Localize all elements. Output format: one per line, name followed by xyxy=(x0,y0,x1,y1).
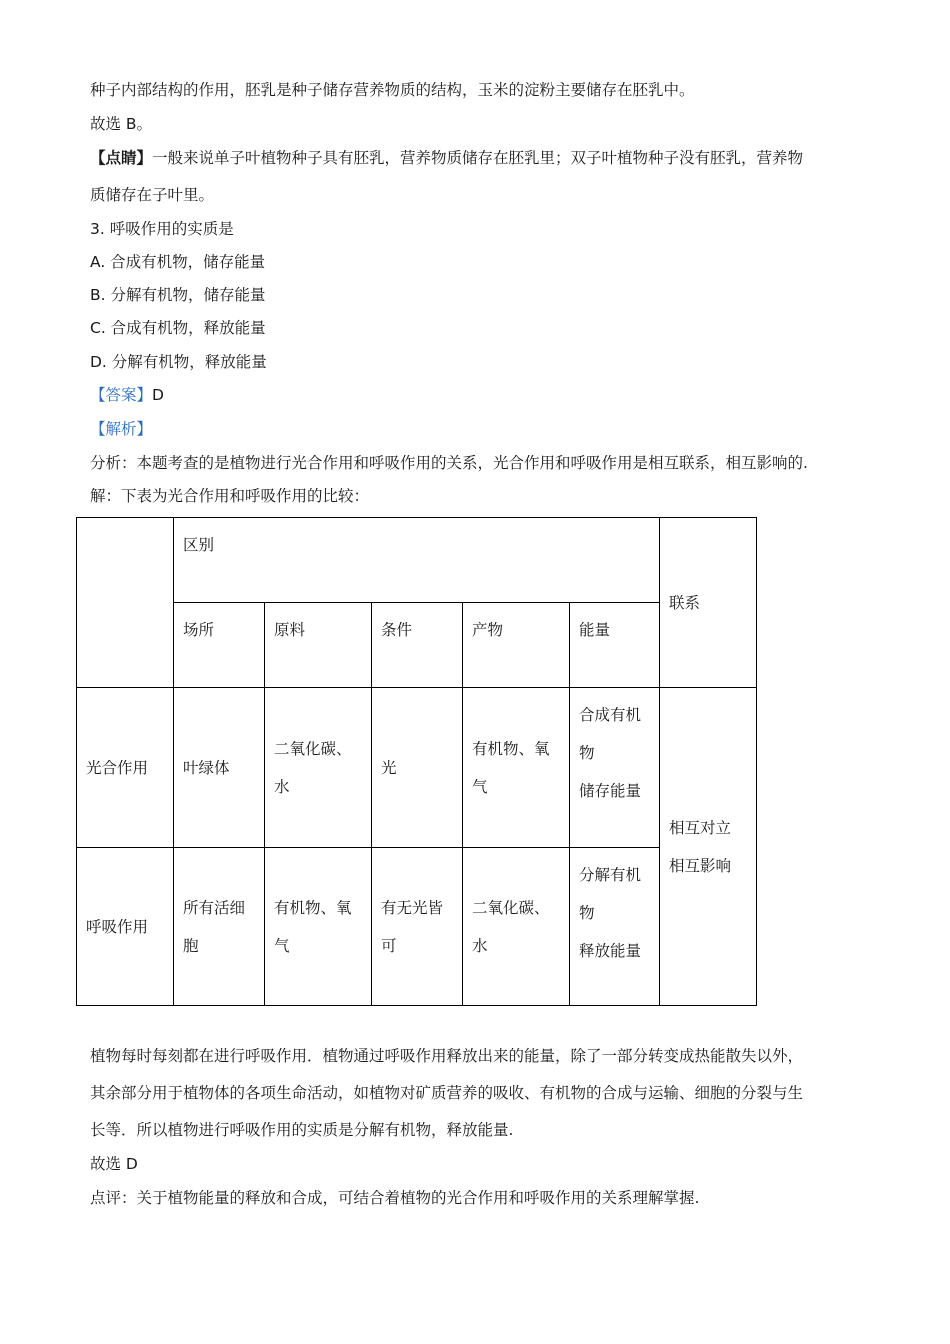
energy-cell xyxy=(570,848,660,1006)
column-header: 原料 xyxy=(265,603,372,688)
energy-text: 物 xyxy=(579,744,595,762)
condition-cell: 光 xyxy=(372,688,463,848)
product-cell xyxy=(463,688,570,848)
tip-paragraph xyxy=(90,148,803,168)
energy-text: 物 xyxy=(579,904,595,922)
column-header: 条件 xyxy=(372,603,463,688)
relation-text: 相互影响 xyxy=(669,856,732,875)
tip-tag: 【点睛】 xyxy=(90,149,153,167)
condition-text: 有无光皆 xyxy=(381,898,444,917)
question-stem: 3. 呼吸作用的实质是 xyxy=(90,220,234,238)
group-header: 区别 xyxy=(183,536,215,554)
energy-cell xyxy=(570,688,660,848)
relation-cell xyxy=(660,688,757,1006)
column-header: 能量 xyxy=(570,603,660,688)
previous-answer: 故选 B。 xyxy=(90,115,153,133)
condition-cell xyxy=(372,848,463,1006)
relation-header-cell xyxy=(660,518,757,688)
energy-text: 分解有机 xyxy=(579,866,642,884)
column-header: 场所 xyxy=(174,603,265,688)
analysis-line-1: 分析：本题考查的是植物进行光合作用和呼吸作用的关系，光合作用和呼吸作用是相互联系，相互影响的. xyxy=(90,454,808,472)
place-cell: 叶绿体 xyxy=(174,688,265,848)
answer-value: D xyxy=(152,386,164,404)
intro-line: 种子内部结构的作用，胚乳是种子储存营养物质的结构，玉米的淀粉主要储存在胚乳中。 xyxy=(90,81,695,99)
option-a: A. 合成有机物，储存能量 xyxy=(90,253,266,271)
option-c: C. 合成有机物，释放能量 xyxy=(90,319,266,337)
explanation-line-2: 其余部分用于植物体的各项生命活动，如植物对矿质营养的吸收、有机物的合成与运输、细胞的分裂与生 xyxy=(90,1084,804,1102)
product-text: 二氧化碳、 xyxy=(472,898,550,917)
energy-text: 储存能量 xyxy=(579,782,642,800)
material-cell xyxy=(265,848,372,1006)
material-cell xyxy=(265,688,372,848)
place-cell xyxy=(174,848,265,1006)
answer-tag: 【答案】 xyxy=(90,386,153,404)
table-row xyxy=(77,688,757,848)
product-cell xyxy=(463,848,570,1006)
product-text: 水 xyxy=(472,936,488,955)
table-row xyxy=(77,848,757,1006)
analysis-tag: 【解析】 xyxy=(90,420,153,438)
tip-text-1: 一般来说单子叶植物种子具有胚乳，营养物质储存在胚乳里；双子叶植物种子没有胚乳，营养物 xyxy=(152,149,804,167)
product-text: 气 xyxy=(472,777,488,796)
column-header: 产物 xyxy=(463,603,570,688)
row-name: 呼吸作用 xyxy=(77,848,174,1006)
place-text: 所有活细 xyxy=(183,898,246,917)
answer-line xyxy=(90,385,164,405)
place-text: 胞 xyxy=(183,936,199,955)
option-b: B. 分解有机物，储存能量 xyxy=(90,286,266,304)
energy-text: 释放能量 xyxy=(579,942,642,960)
energy-text: 合成有机 xyxy=(579,706,642,724)
material-text: 有机物、氧 xyxy=(274,898,352,917)
explanation-line-1: 植物每时每刻都在进行呼吸作用．植物通过呼吸作用释放出来的能量，除了一部分转变成热能散失以外， xyxy=(90,1047,804,1065)
corner-cell xyxy=(77,518,174,688)
analysis-line-2: 解：下表为光合作用和呼吸作用的比较： xyxy=(90,487,370,505)
material-text: 二氧化碳、 xyxy=(274,739,352,758)
explanation-line-3: 长等．所以植物进行呼吸作用的实质是分解有机物，释放能量. xyxy=(90,1121,514,1139)
condition-text: 可 xyxy=(381,936,397,955)
comment-line: 点评：关于植物能量的释放和合成，可结合着植物的光合作用和呼吸作用的关系理解掌握. xyxy=(90,1189,700,1207)
relation-text: 相互对立 xyxy=(669,818,732,837)
material-text: 水 xyxy=(274,777,290,796)
row-name: 光合作用 xyxy=(77,688,174,848)
product-text: 有机物、氧 xyxy=(472,739,550,758)
option-d: D. 分解有机物，释放能量 xyxy=(90,353,267,371)
relation-header: 联系 xyxy=(669,593,701,612)
final-answer: 故选 D xyxy=(90,1155,138,1173)
material-text: 气 xyxy=(274,936,290,955)
tip-text-2: 质储存在子叶里。 xyxy=(90,186,215,204)
group-header-cell xyxy=(174,518,660,603)
comparison-table xyxy=(76,517,757,1006)
